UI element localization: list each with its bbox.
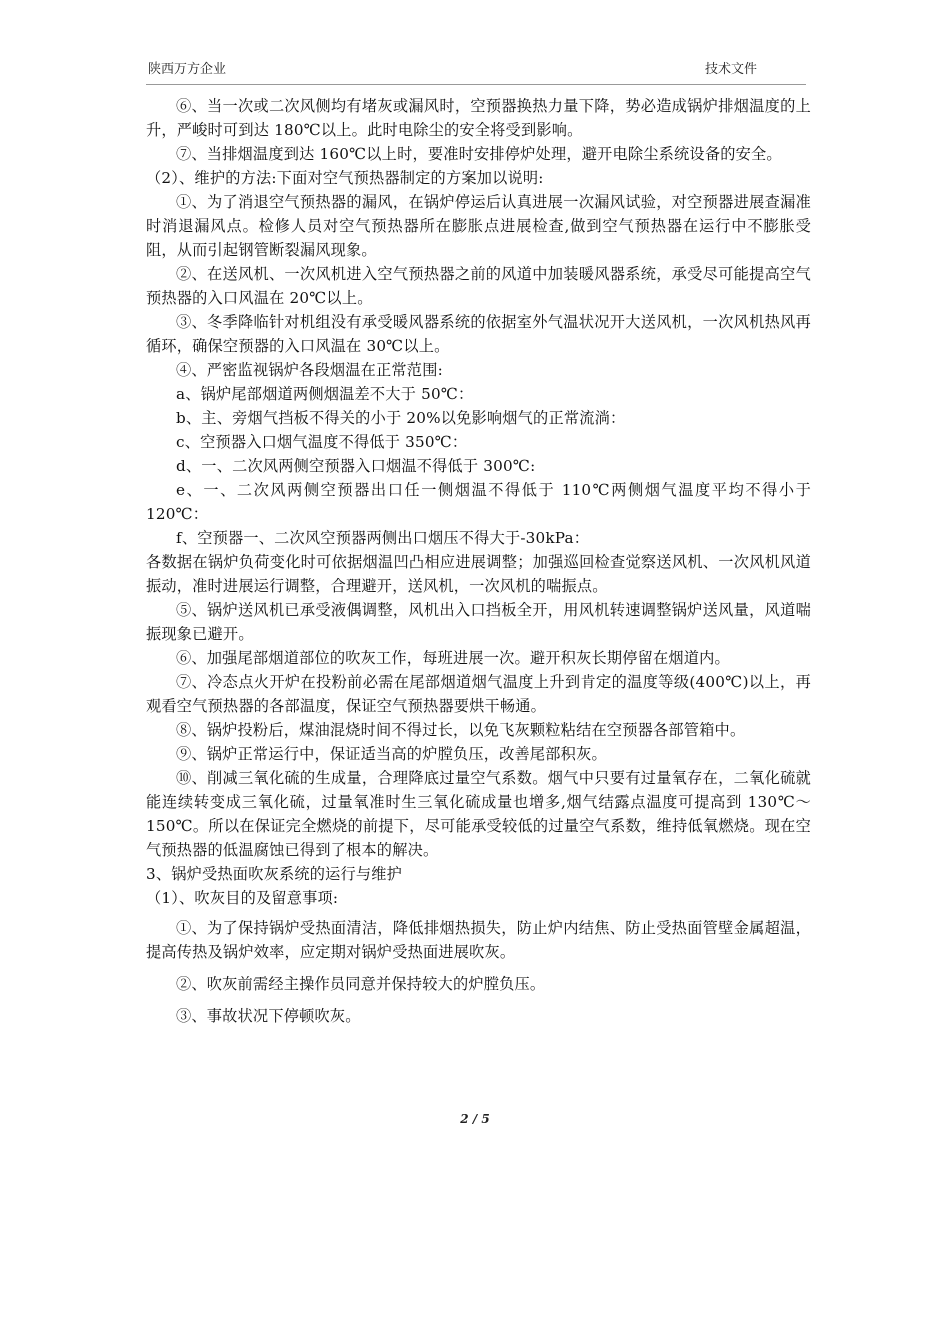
paragraph: ②、吹灰前需经主操作员同意并保持较大的炉膛负压。 xyxy=(176,975,546,993)
header-doc-type: 技术文件 xyxy=(704,62,757,77)
section-heading: （2）、维护的方法:下面对空气预热器制定的方案加以说明: xyxy=(146,169,544,187)
paragraph: ⑨、锅炉正常运行中，保证适当高的炉膛负压，改善尾部积灰。 xyxy=(176,745,607,763)
subsection-heading: （1）、吹灰目的及留意事项: xyxy=(146,889,339,907)
paragraph: ③、冬季降临针对机组没有承受暖风器系统的依据室外气温状况开大送风机，一次风机热风再循环，确保空预器的入口风温在 30℃以上。 xyxy=(146,313,811,355)
page-header xyxy=(148,58,802,80)
paragraph: ②、在送风机、一次风机进入空气预热器之前的风道中加装暖风器系统，承受尽可能提高空气预热器的入口风温在 20℃以上。 xyxy=(146,265,811,307)
header-company: 陕西万方企业 xyxy=(148,62,227,77)
list-item: d、一、二次风两侧空预器入口烟温不得低于 300℃: xyxy=(176,457,536,475)
paragraph: ⑥、加强尾部烟道部位的吹灰工作，每班进展一次。避开积灰长期停留在烟道内。 xyxy=(176,649,730,667)
document-body xyxy=(146,94,811,1028)
paragraph: ⑧、锅炉投粉后，煤油混烧时间不得过长，以免飞灰颗粒粘结在空预器各部管箱中。 xyxy=(176,721,746,739)
paragraph: 各数据在锅炉负荷变化时可依据烟温凹凸相应进展调整；加强巡回检查觉察送风机、一次风机风道振动，准时进展运行调整，合理避开，送风机，一次风机的喘振点。 xyxy=(146,553,811,595)
paragraph: ⑦、冷态点火开炉在投粉前必需在尾部烟道烟气温度上升到肯定的温度等级(400℃)以上，再观看空气预热器的各部温度，保证空气预热器要烘干畅通。 xyxy=(146,673,811,715)
paragraph: ⑦、当排烟温度到达 160℃以上时，要准时安排停炉处理，避开电除尘系统设备的安全。 xyxy=(176,145,782,163)
list-item: c、空预器入口烟气温度不得低于 350℃： xyxy=(176,433,468,451)
paragraph: ⑥、当一次或二次风侧均有堵灰或漏风时，空预器换热力量下降，势必造成锅炉排烟温度的上升，严峻时可到达 180℃以上。此时电除尘的安全将受到影响。 xyxy=(146,97,811,139)
list-item: a、锅炉尾部烟道两侧烟温差不大于 50℃： xyxy=(176,385,474,403)
paragraph: ③、事故状况下停顿吹灰。 xyxy=(176,1007,361,1025)
page-number: 2 / 5 xyxy=(460,1112,490,1126)
list-item: f、空预器一、二次风空预器两侧出口烟压不得大于-30kPa： xyxy=(176,529,590,547)
section-heading: 3、锅炉受热面吹灰系统的运行与维护 xyxy=(146,865,403,883)
paragraph: ⑩、削减三氧化硫的生成量，合理降底过量空气系数。烟气中只要有过量氧存在，二氧化硫就能连续转变成三氧化硫，过量氧准时生三氧化硫成量也增多,烟气结露点温度可提高到 130℃～150℃。所以在保证完全燃烧的前提下，尽可能承受较低的过量空气系数，维持低氧燃烧。现在空气预热器的低温腐蚀已得到了根本的解决。 xyxy=(146,769,811,859)
paragraph: ①、为了保持锅炉受热面清洁，降低排烟热损失，防止炉内结焦、防止受热面管壁金属超温，提高传热及锅炉效率，应定期对锅炉受热面进展吹灰。 xyxy=(146,919,811,961)
paragraph: ④、严密监视锅炉各段烟温在正常范围: xyxy=(176,361,443,379)
paragraph: ⑤、锅炉送风机已承受液偶调整，风机出入口挡板全开，用风机转速调整锅炉送风量，风道喘振现象已避开。 xyxy=(146,601,811,643)
list-item: e、一、二次风两侧空预器出口任一侧烟温不得低于 110℃两侧烟气温度平均不得小于 120℃： xyxy=(146,481,811,523)
list-item: b、主、旁烟气挡板不得关的小于 20%以免影响烟气的正常流淌： xyxy=(176,409,626,427)
header-divider xyxy=(146,84,806,85)
paragraph: ①、为了消退空气预热器的漏风，在锅炉停运后认真进展一次漏风试验，对空预器进展查漏准时消退漏风点。检修人员对空气预热器所在膨胀点进展检查,做到空气预热器在运行中不膨胀受阻，从而引起钢管断裂漏风现象。 xyxy=(146,193,811,259)
